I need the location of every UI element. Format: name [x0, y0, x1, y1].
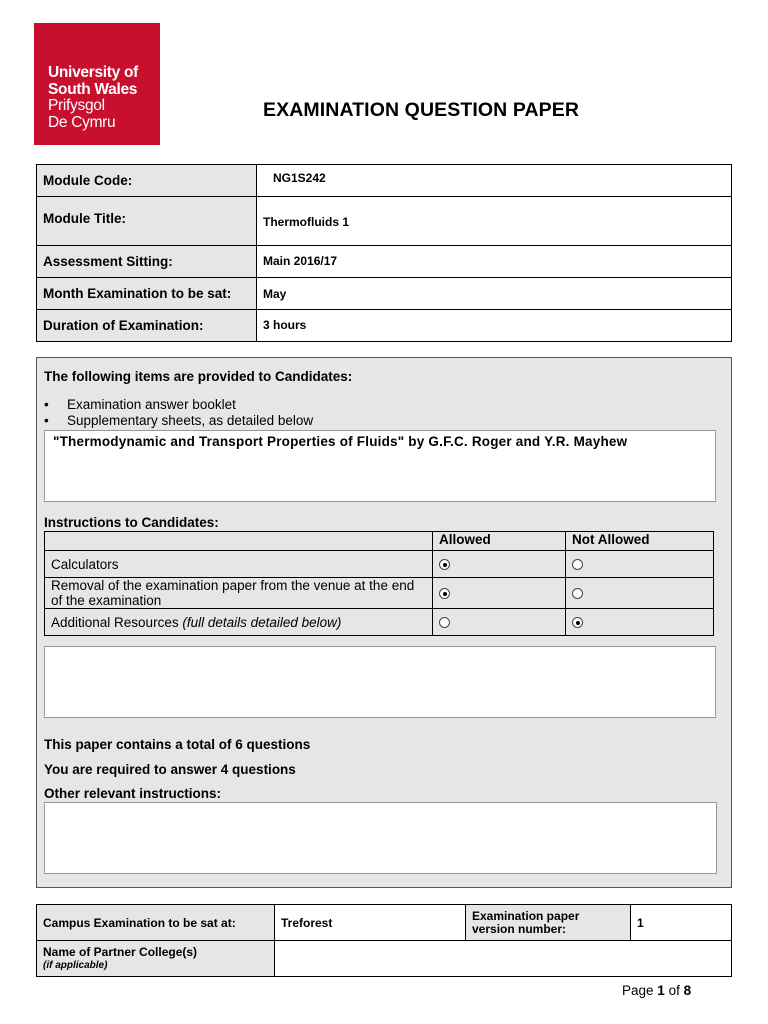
not-allowed-cell: [566, 578, 714, 609]
allowed-cell: [433, 578, 566, 609]
supplementary-details-text: "Thermodynamic and Transport Properties of Fluids" by G.F.C. Roger and Y.R. Mayhew: [53, 434, 628, 449]
provided-item-text: Supplementary sheets, as detailed below: [67, 413, 314, 428]
allowed-cell: [433, 609, 566, 636]
instructions-table: [44, 531, 714, 636]
calculators-not-allowed-radio[interactable]: [572, 559, 583, 570]
assessment-sitting-label: Assessment Sitting:: [37, 246, 257, 278]
other-instructions-heading: Other relevant instructions:: [44, 786, 222, 801]
instruction-label-note: (full details detailed below): [182, 614, 342, 630]
table-header-row: [45, 532, 714, 551]
not-allowed-cell: [566, 609, 714, 636]
table-row: [45, 578, 714, 609]
bullet-icon: •: [44, 397, 49, 412]
instructions-heading: Instructions to Candidates:: [44, 515, 219, 530]
allowed-column-header: Allowed: [433, 532, 566, 551]
exam-duration-value: 3 hours: [257, 310, 732, 342]
candidate-information-panel: [36, 357, 732, 888]
partner-college-value: [275, 941, 732, 977]
version-label: Examination paper version number:: [466, 905, 631, 941]
logo-line-4: De Cymru: [48, 113, 116, 131]
provided-item-text: Examination answer booklet: [67, 397, 236, 412]
allowed-cell: [433, 551, 566, 578]
provided-items-heading: The following items are provided to Candidates:: [44, 369, 353, 384]
logo-line-1: University of: [48, 64, 138, 81]
removal-not-allowed-radio[interactable]: [572, 588, 583, 599]
instruction-label: Calculators: [45, 551, 433, 578]
page-current: 1: [657, 983, 665, 998]
page-prefix: Page: [622, 983, 654, 998]
table-row: [37, 197, 732, 246]
table-row: [45, 551, 714, 578]
exam-duration-label: Duration of Examination:: [37, 310, 257, 342]
table-row: [37, 905, 732, 941]
questions-to-answer-text: You are required to answer 4 questions: [44, 762, 296, 777]
page-total: 8: [683, 983, 692, 998]
not-allowed-cell: [566, 551, 714, 578]
table-row: [45, 609, 714, 636]
logo-line-3: Prifysgol: [48, 97, 105, 114]
page-number: [622, 983, 691, 998]
module-title-label: Module Title:: [37, 197, 257, 246]
exam-month-label: Month Examination to be sat:: [37, 278, 257, 310]
campus-label: Campus Examination to be sat at:: [37, 905, 275, 941]
campus-table: [36, 904, 732, 977]
partner-college-note: (if applicable): [43, 959, 108, 971]
list-item: [44, 413, 313, 429]
table-row: [37, 941, 732, 977]
partner-college-label-cell: [37, 941, 275, 977]
table-row: [37, 310, 732, 342]
table-row: [37, 278, 732, 310]
instructions-header-blank: [45, 532, 433, 551]
table-row: [37, 246, 732, 278]
resources-allowed-radio[interactable]: [439, 617, 450, 628]
supplementary-details-field[interactable]: [44, 430, 716, 502]
version-value: 1: [631, 905, 732, 941]
bullet-icon: •: [44, 413, 49, 428]
list-item: [44, 397, 313, 413]
instruction-label: Removal of the examination paper from the venue at the end of the examination: [45, 578, 433, 609]
table-row: [37, 165, 732, 197]
assessment-sitting-value: Main 2016/17: [257, 246, 732, 278]
logo-line-2: South Wales: [48, 80, 138, 98]
instruction-label-cell: [45, 609, 433, 636]
page-of: of: [668, 983, 680, 998]
module-code-label: Module Code:: [37, 165, 257, 197]
question-total-text: This paper contains a total of 6 questions: [44, 737, 311, 752]
provided-items-list: [44, 397, 313, 429]
instruction-label: Additional Resources: [51, 614, 179, 630]
removal-allowed-radio[interactable]: [439, 588, 450, 599]
other-instructions-field[interactable]: [44, 802, 717, 874]
partner-college-label: Name of Partner College(s): [43, 944, 198, 959]
not-allowed-column-header: Not Allowed: [566, 532, 714, 551]
page-title: EXAMINATION QUESTION PAPER: [263, 99, 580, 121]
additional-resources-field[interactable]: [44, 646, 716, 718]
resources-not-allowed-radio[interactable]: [572, 617, 583, 628]
calculators-allowed-radio[interactable]: [439, 559, 450, 570]
exam-month-value: May: [257, 278, 732, 310]
module-title-value: Thermofluids 1: [257, 197, 732, 246]
module-details-table: [36, 164, 732, 342]
module-code-value: NG1S242: [257, 165, 732, 197]
university-logo: [34, 23, 160, 145]
campus-value: Treforest: [275, 905, 466, 941]
